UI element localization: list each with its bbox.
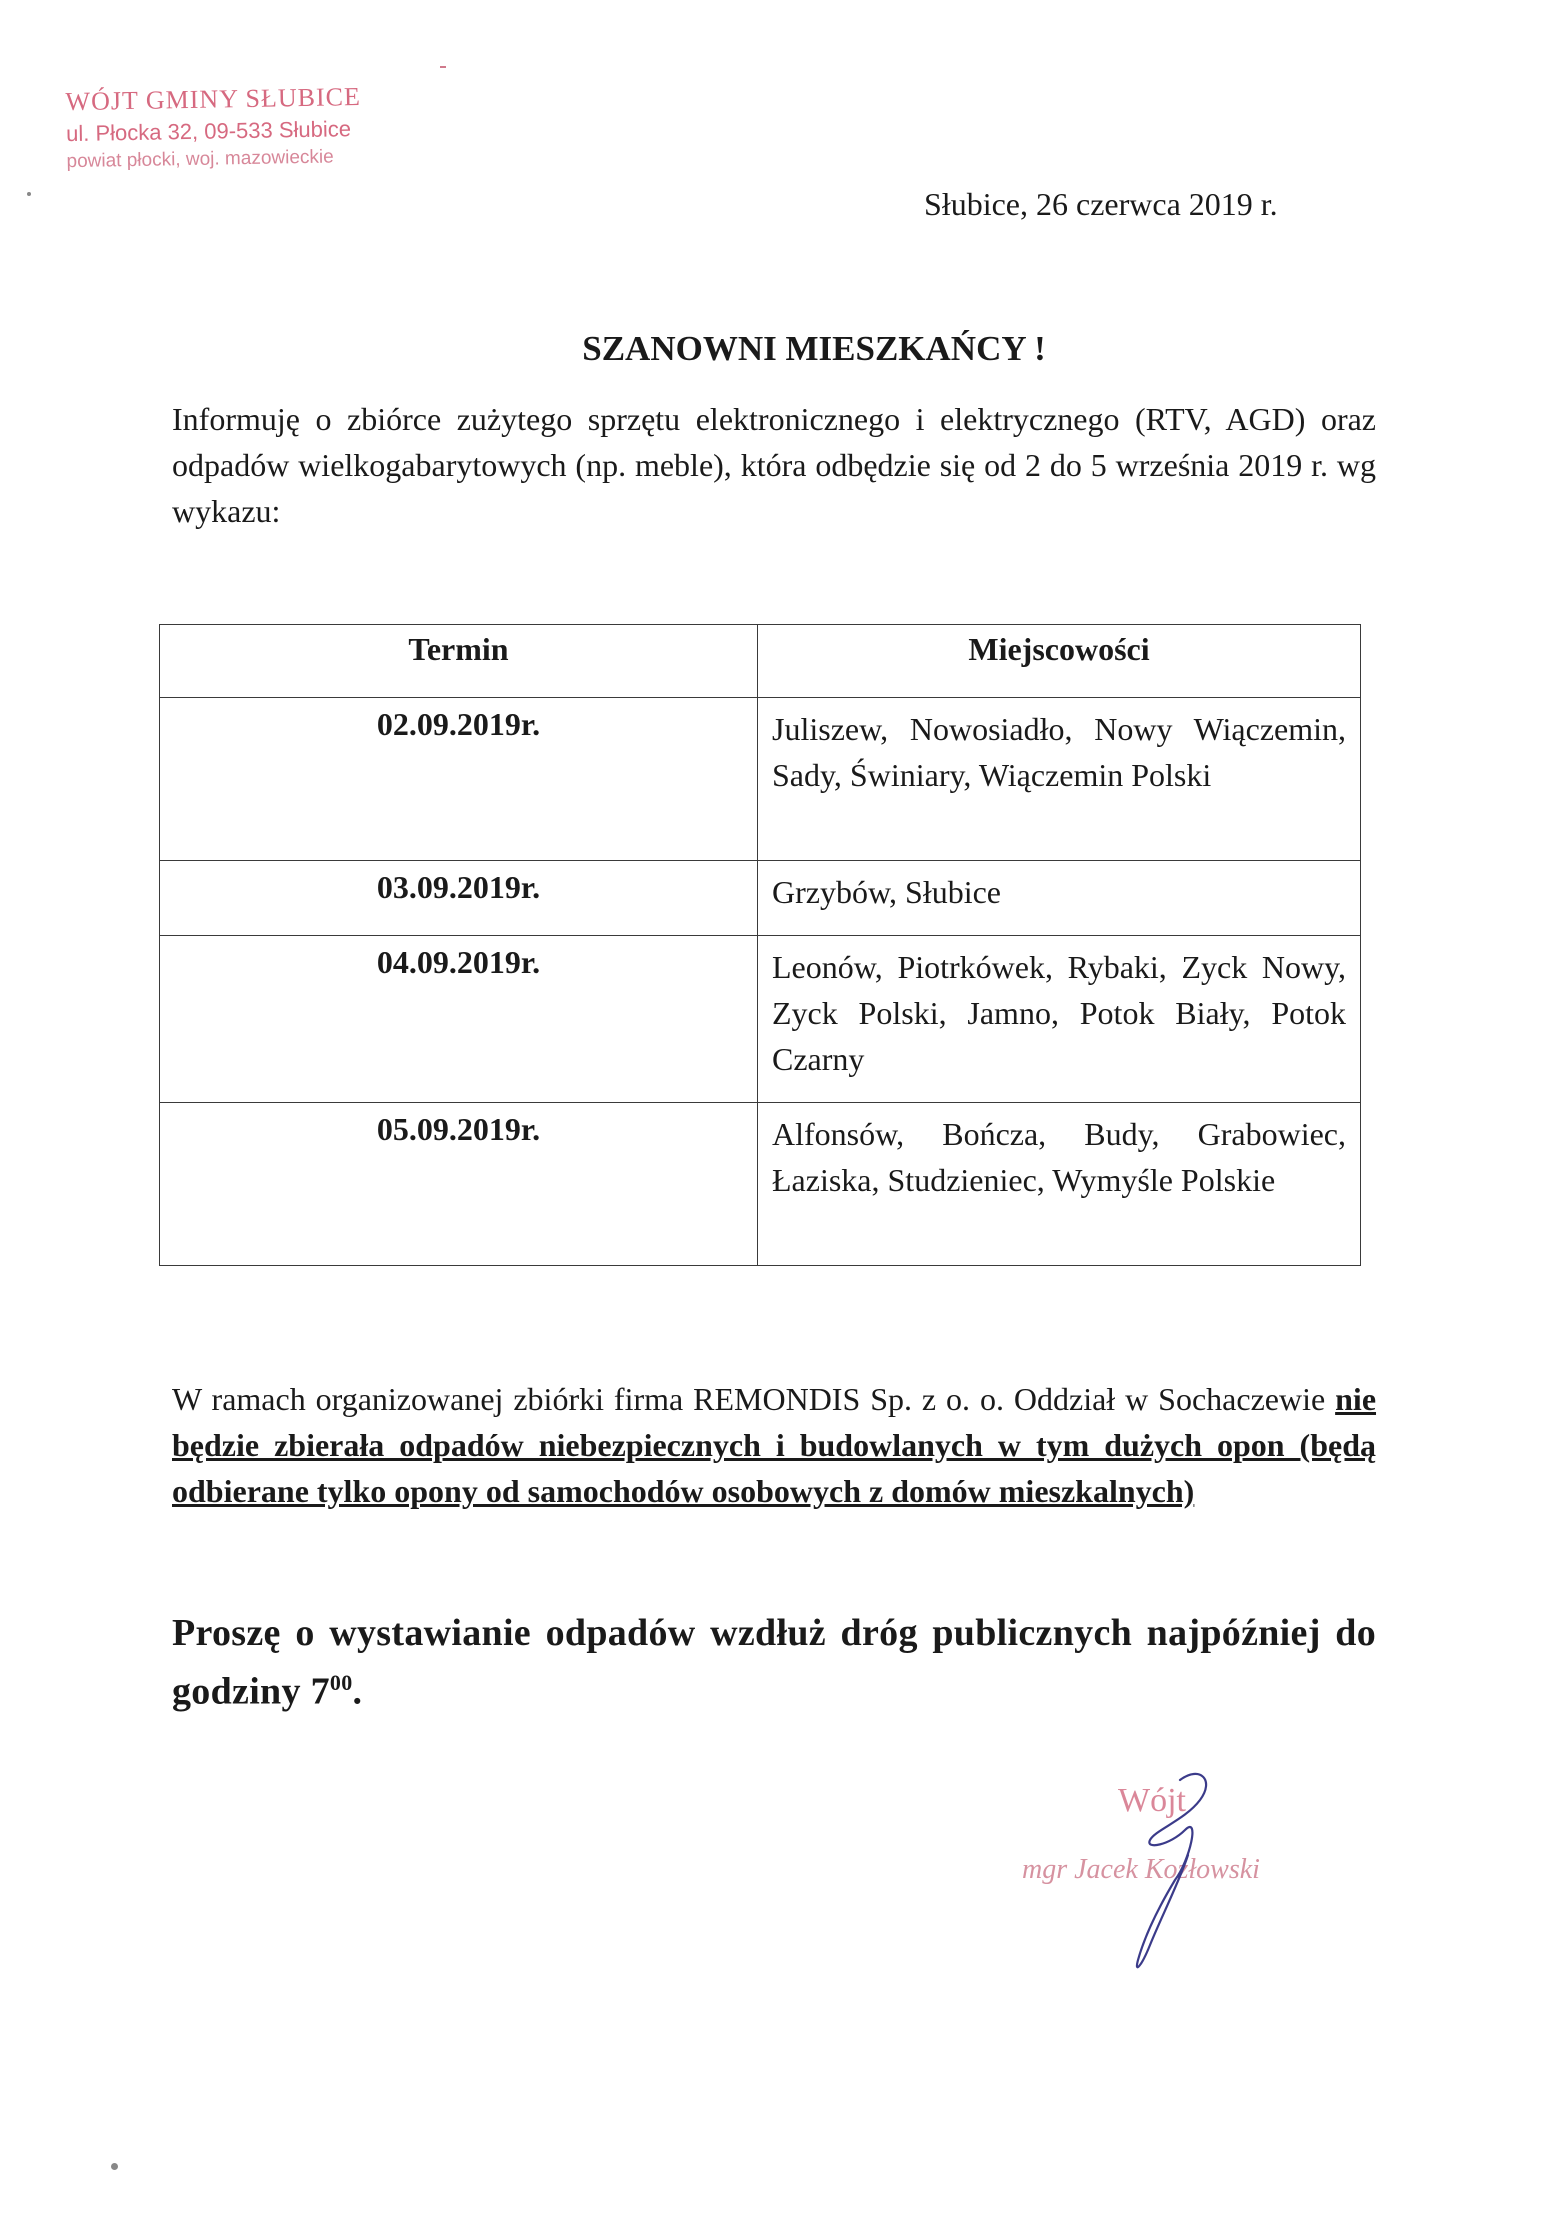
row-date: 04.09.2019r. xyxy=(160,936,758,1103)
office-stamp xyxy=(65,81,426,173)
greeting-text: SZANOWNI MIESZKAŃCY ! xyxy=(582,329,1046,368)
notice-underlined-text: nie będzie zbierała odpadów niebezpiecznych i budowlanych w tym dużych opon (będą odbierane tylko opony od samochodów osobowych z domów mieszkalnych) xyxy=(172,1381,1377,1509)
stamp-line-2: ul. Płocka 32, 09-533 Słubice xyxy=(65,116,352,147)
row-places: Juliszew, Nowosiadło, Nowy Wiączemin, Sady, Świniary, Wiączemin Polski xyxy=(758,698,1361,861)
notice-paragraph xyxy=(172,1376,1376,1514)
greeting-heading xyxy=(0,329,1558,369)
request-paragraph xyxy=(172,1608,1376,1717)
scan-speck xyxy=(27,192,31,196)
table-row xyxy=(160,936,1361,1103)
table-row xyxy=(160,861,1361,936)
signature-role: Wójt xyxy=(1118,1782,1186,1819)
collection-schedule-table xyxy=(159,624,1361,1266)
signature-name: mgr Jacek Kozłowski xyxy=(1022,1854,1260,1885)
row-places: Alfonsów, Bończa, Budy, Grabowiec, Łaziska, Studzieniec, Wymyśle Polskie xyxy=(758,1103,1361,1266)
request-text: Proszę o wystawianie odpadów wzdłuż dróg publicznych najpóźniej do godziny 7 xyxy=(172,1612,1376,1713)
table-row xyxy=(160,698,1361,861)
stamp-line-3: powiat płocki, woj. mazowieckie xyxy=(66,146,334,173)
header-term: Termin xyxy=(160,625,758,698)
document-date: Słubice, 26 czerwca 2019 r. xyxy=(924,186,1278,222)
table-header-row xyxy=(160,625,1361,698)
handwritten-signature xyxy=(1060,1760,1260,1990)
header-places: Miejscowości xyxy=(758,625,1361,698)
row-date: 03.09.2019r. xyxy=(160,861,758,936)
intro-paragraph: Informuję o zbiórce zużytego sprzętu elektronicznego i elektrycznego (RTV, AGD) oraz odpadów wielkogabarytowych (np. meble), która odbędzie się od 2 do 5 września 2019 r. wg wykazu: xyxy=(172,401,1376,529)
scan-speck xyxy=(111,2163,118,2170)
row-places: Leonów, Piotrkówek, Rybaki, Zyck Nowy, Zyck Polski, Jamno, Potok Biały, Potok Czarny xyxy=(758,936,1361,1103)
notice-plain-text: W ramach organizowanej zbiórki firma REMONDIS Sp. z o. o. Oddział w Sochaczewie xyxy=(172,1381,1326,1417)
row-date: 02.09.2019r. xyxy=(160,698,758,861)
stamp-line-1: WÓJT GMINY SŁUBICE xyxy=(65,81,362,117)
row-date: 05.09.2019r. xyxy=(160,1103,758,1266)
table-row xyxy=(160,1103,1361,1266)
request-end: . xyxy=(352,1670,363,1713)
row-places: Grzybów, Słubice xyxy=(758,861,1361,936)
request-hour-superscript: 00 xyxy=(329,1670,353,1695)
scan-speck xyxy=(440,66,446,68)
